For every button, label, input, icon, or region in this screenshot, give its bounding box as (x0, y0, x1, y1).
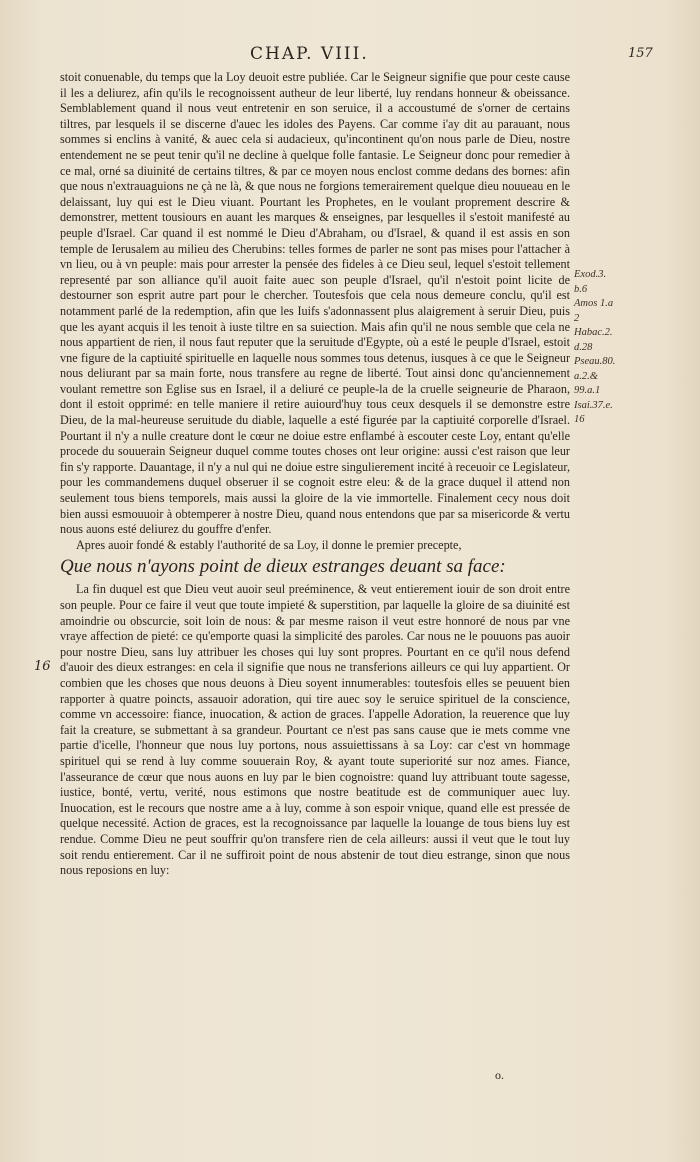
paragraph-3: La fin duquel est que Dieu veut auoir seul preéminence, & veut entierement iouir de son droit entre son peuple. Pour ce faire il veut que toute impieté & superstition, par laquelle la gloire de sa diuinité est amoindrie ou obscurcie, soit loin de nous: & par mesme raison il veut estre honnoré de nous par vne vraye affection de pieté: ce qu'emporte quasi la simplicité des paroles. Car nous ne le pouuons pas auoir pour nostre Dieu, sans luy attribuer les choses qui luy sont propres. Pourtant en ce qu'il nous defend d'auoir des dieux estranges: en cela il signifie que nous ne transferions ailleurs ce qui luy appartient. Or combien que les choses que nous deuons à Dieu soyent innumerables: toutesfois elles se peuuent bien rapporter à quatre poincts, assauoir adoration, qui tire auec soy le seruice spirituel de la conscience, comme vn accessoire: fiance, inuocation, & action de graces. I'appelle Adoration, la reuerence que luy fait la creature, se submettant à sa grandeur. Pourtant ce n'est pas sans cause que ie mets comme vne partie d'icelle, l'honneur que nous luy portons, nous assuiettissans à sa Loy: car c'est vn hommage spirituel qui se rend à luy comme souuerain Roy, & ayant toute superiorité sur noz ames. Fiance, l'asseurance de cœur que nous auons en luy par le bien cognoistre: quand luy attribuant toute sagesse, iustice, bonté, vertu, verité, nous estimons que nostre beatitude est de communiquer auec luy. Inuocation, est le recours que nostre ame a à luy, comme à son espoir vnique, quand elle est pressée de quelque necessité. Action de graces, est la recognoissance par laquelle la louange de tous biens luy est rendue. Comme Dieu ne peut souffrir qu'on transfere rien de cela ailleurs: aussi il veut que le tout luy soit rendu entierement. Car il ne suffiroit point de nous abstenir de tout dieu estrange, sinon que nous nous reposions en luy: (60, 582, 570, 878)
margin-note: 2 (574, 312, 580, 324)
margin-note: a.2.& (574, 370, 598, 382)
margin-note: 16 (574, 414, 585, 425)
margin-note: Habac.2. (574, 327, 613, 338)
running-title: CHAP. VIII. (250, 44, 369, 64)
margin-note: Exod.3. (574, 269, 607, 280)
paragraph-1: stoit conuenable, du temps que la Loy deuoit estre publiée. Car le Seigneur signifie que pour ceste cause il les a deliurez, afin qu'ils le recognoissent autheur de leur liberté, luy rendans honneur & obeissance. Semblablement quand il nous veut entretenir en son seruice, il a accoustumé de s'orner de certains tiltres, par lesquels il se discerne d'auec les idoles des Payens. Car comme i'ay dit au parauant, nous sommes si enclins à vanité, & auec cela si audacieux, qu'incontinent qu'on nous parle de Dieu, nostre entendement ne se peut tenir qu'il ne decline à quelque folle fantasie. Le Seigneur donc pour remedier à ce mal, orné sa diuinité de certains tiltres, & par ce moyen nous enclost comme dedans des bornes: afin que nous n'extrauaguions ne çà ne là, & que nous ne forgions temerairement quelque dieu nouueau en le delaissant, luy qui est le Dieu viuant. Pourtant les Prophetes, en le voulant proprement descrire & demonstrer, mettent tousiours en auant les marques & enseignes, par lesquelles il s'estoit manifesté au peuple d'Israel. Car quand il est nommé le Dieu d'Abraham, ou d'Israel, & quand il est assis en son temple de Ierusalem au milieu des Cherubins: telles formes de parler ne sont pas mises pour l'attacher à vn lieu, ou à vn peuple: mais pour arrester la pensée des fideles à ce Dieu seul, lequel s'estoit tellement representé par son alliance qu'il auoit faite auec son peuple d'Israel, qu'il n'estoit point licite de destourner son esprit autre part pour le chercher. Toutesfois que cela nous demeure conclu, qu'il est notamment parlé de la redemption, afin que les Iuifs s'adonnassent plus alaigrement à seruir Dieu, puis que les ayant acquis il les tenoit à iuste tiltre en sa suiection. Mais afin qu'il ne nous semble que cela ne nous appartient de rien, il nous faut reputer que la seruitude d'Egypte, où a esté le peuple d'Israel, estoit vne figure de la captiuité spirituelle en laquelle nous sommes tous detenus, iusques à ce que le Seigneur nous deliurant par sa main forte, nous transfere au regne de liberté. Tout ainsi donc qu'anciennement voulant remettre son Eglise sus en Israel, il a deliuré ce peuple-la de la cruelle seigneurie de Pharaon, dont il estoit opprimé: en telle maniere il retire auiourd'huy tous ceux desquels il se demonstre estre Dieu, de la mal-heureuse seruitude du diable, laquelle a esté figurée par la captiuité corporelle d'Israel. Pourtant il n'y a nulle creature dont le cœur ne doiue estre enflambé à escouter ceste Loy, entant qu'elle procede du souuerain Seigneur duquel comme toutes choses ont leur origine: aussi c'est raison que leur fin s'y rapporte. Dauantage, il n'y a nul qui ne doiue estre singulierement incité à receuoir ce Legislateur, pour les commandemens duquel obseruer il se cognoit estre eleu: & de la grace duquel il attend non seulement tous biens temporels, mais aussi la gloire de la vie immortelle. Finalement cecy nous doit bien aussi esmouuoir à obtemperer à nostre Dieu, quand nous entendons que par sa misericorde & vertu nous auons esté deliurez du gouffre d'enfer. (60, 70, 570, 537)
margin-note: Pseau.80. (574, 356, 616, 367)
margin-note: Isai.37.e. (574, 399, 613, 411)
margin-note: Amos 1.a (574, 298, 614, 309)
body-text (60, 70, 570, 879)
verse-number: 16 (34, 659, 51, 674)
margin-notes (574, 268, 654, 428)
paragraph-2: Apres auoir fondé & estably l'authorité de sa Loy, il donne le premier precepte, (76, 537, 462, 552)
page-number: 157 (628, 46, 653, 61)
page-header (0, 44, 700, 68)
margin-note: b.6 (574, 283, 588, 295)
commandment-headline: Que nous n'ayons point de dieux estranges deuant sa face: (60, 556, 506, 578)
catchword: o. (495, 1068, 504, 1082)
margin-note: 99.a.1 (574, 385, 601, 396)
margin-note: d.28 (574, 341, 593, 353)
